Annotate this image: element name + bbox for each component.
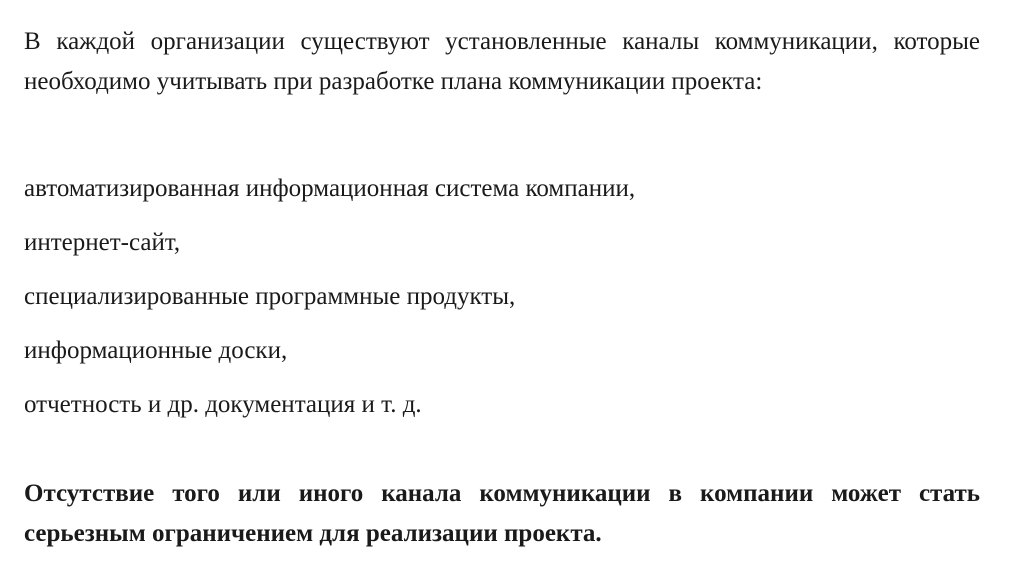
list-item: интернет-сайт,: [24, 229, 181, 256]
list-item: отчетность и др. документация и т. д.: [24, 391, 422, 418]
conclusion-paragraph: Отсутствие того или иного канала коммуникации в компании может стать серьезным ограничением для реализации проекта.: [24, 480, 980, 547]
list-item: специализированные программные продукты,: [24, 283, 516, 310]
intro-paragraph: В каждой организации существуют установленные каналы коммуникации, которые необходимо учитывать при разработке плана коммуникации проекта:: [24, 28, 980, 95]
channels-list: [24, 174, 635, 444]
list-item: автоматизированная информационная система компании,: [24, 175, 636, 202]
slide-content: [24, 22, 980, 547]
list-item: информационные доски,: [24, 337, 288, 364]
